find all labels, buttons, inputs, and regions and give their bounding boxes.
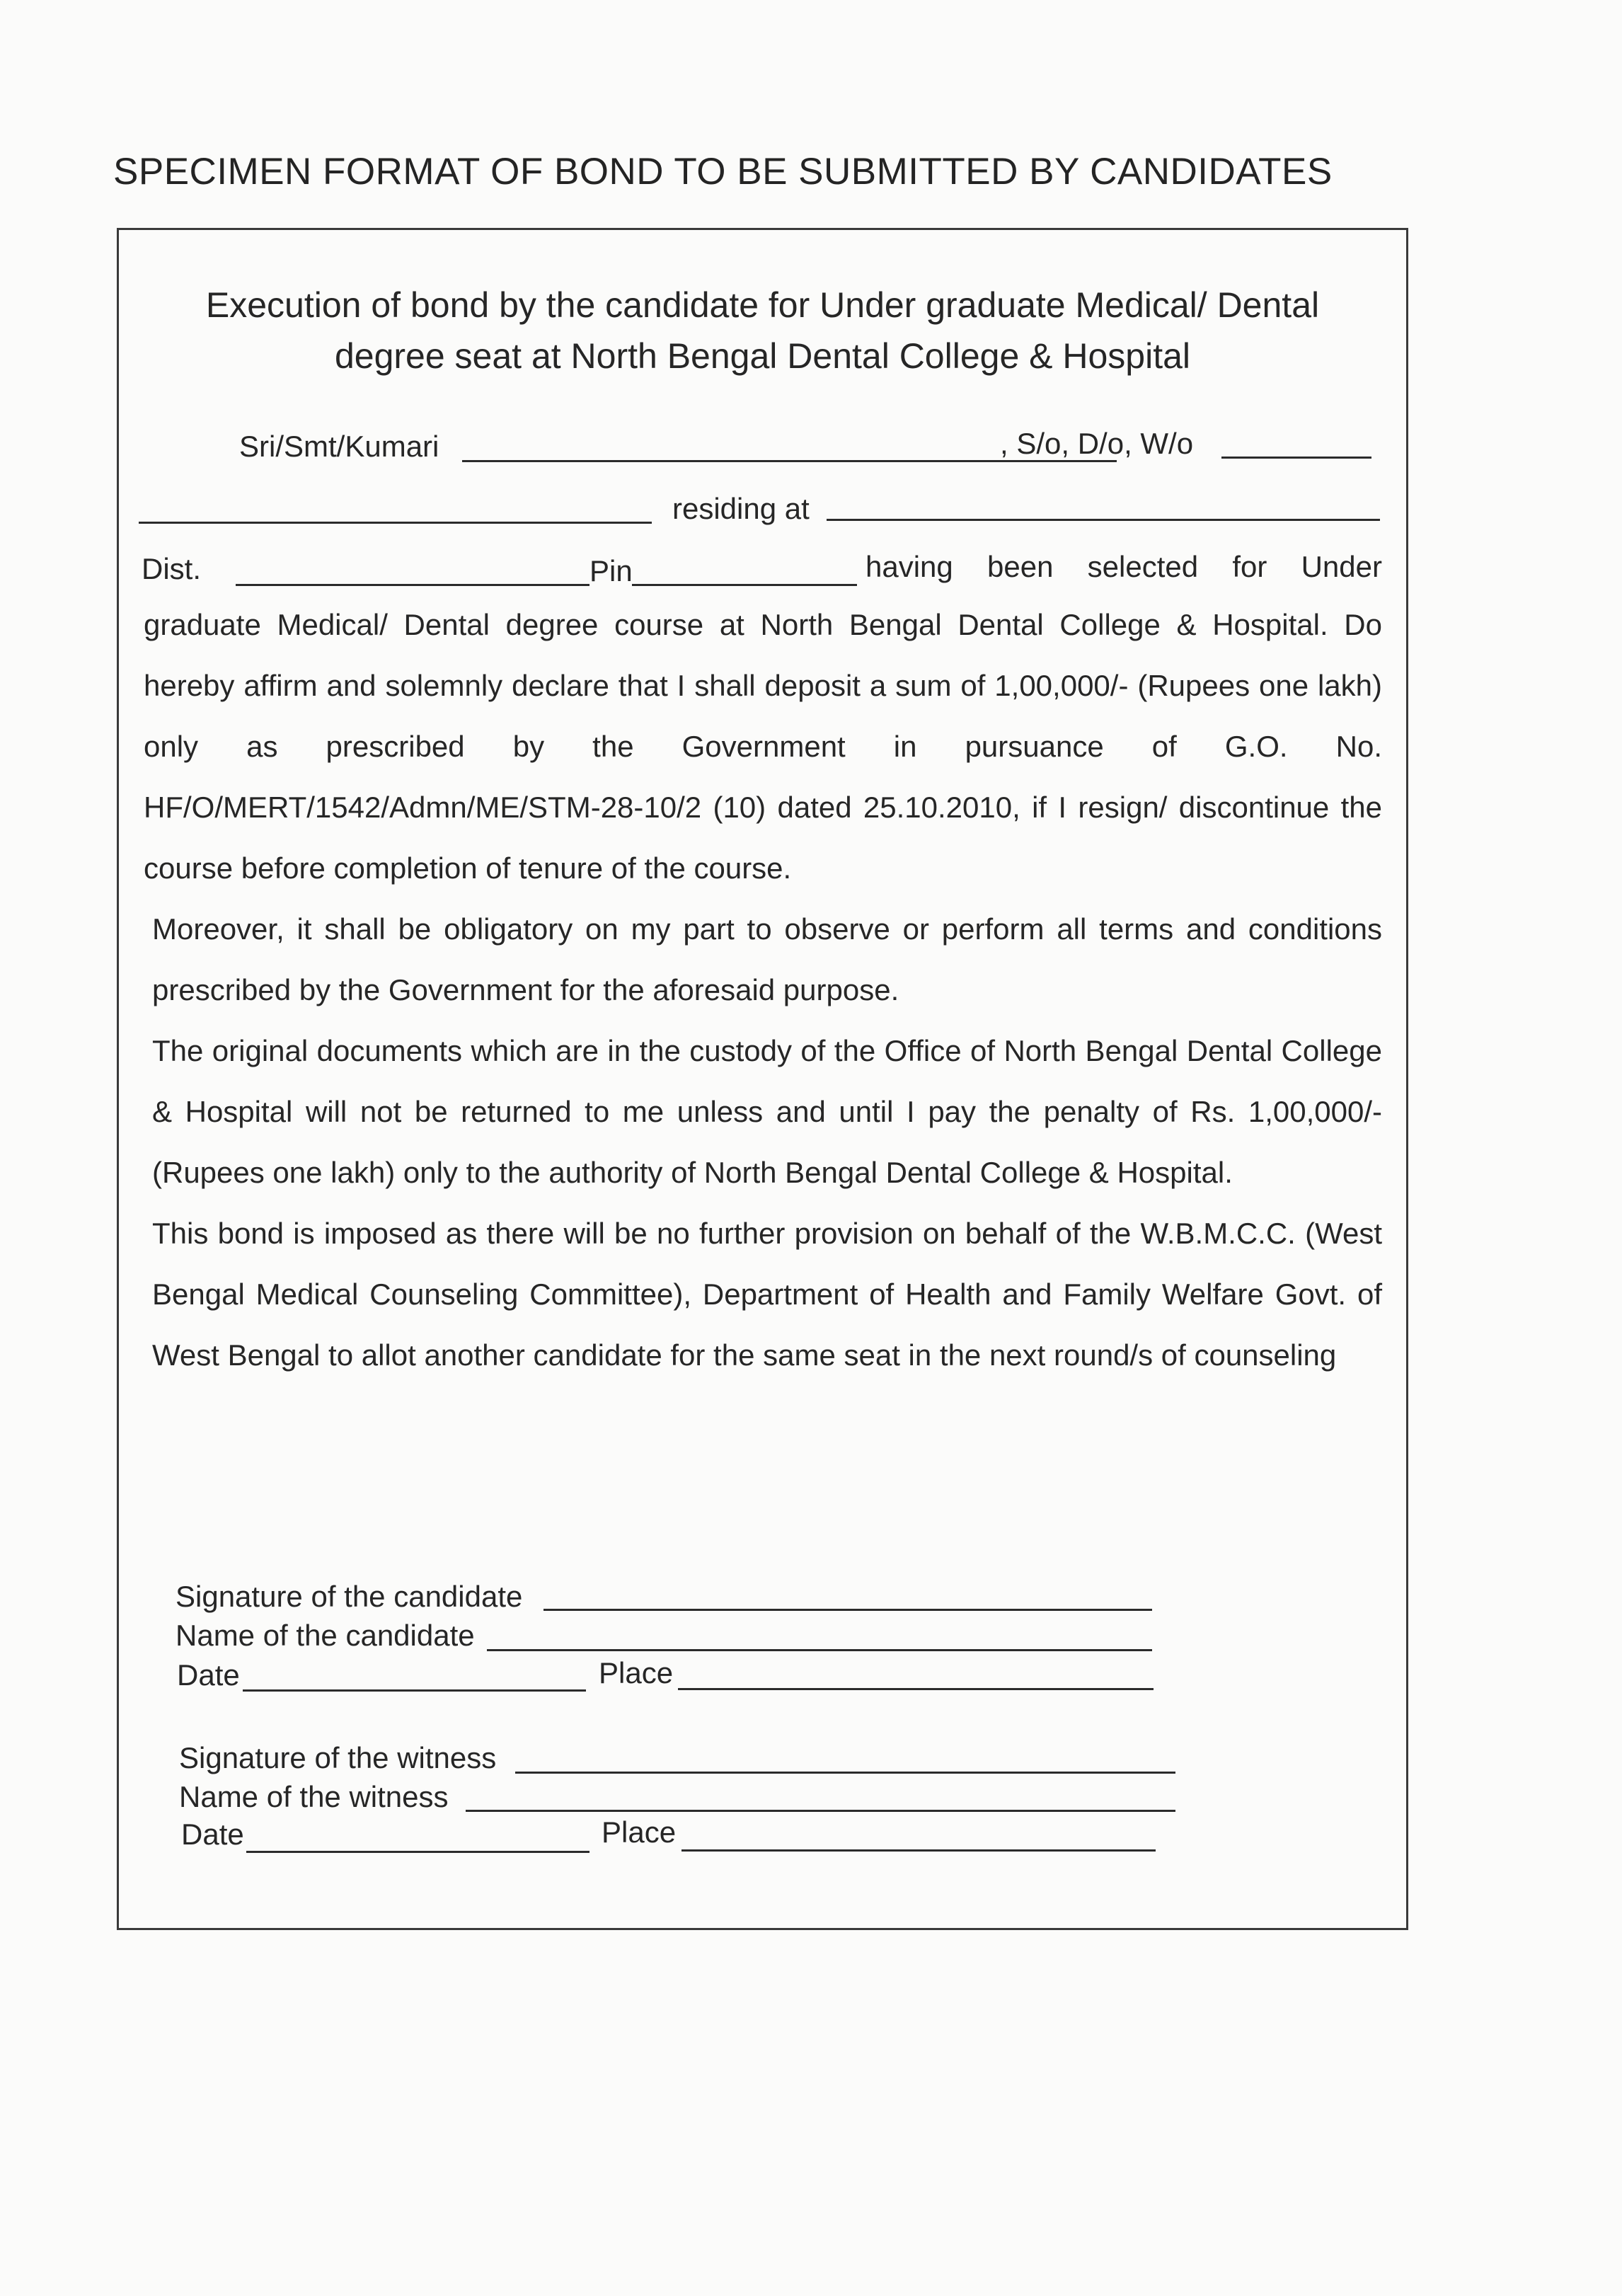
paragraph-deposit: graduate Medical/ Dental degree course at North Bengal Dental College & Hospital. Do hereby affirm and solemnly declare that I shall deposit a sum of 1,00,000/- (Rupees one lakh) only as prescribed by the Government in pursuance of G.O. No. HF/O/MERT/1542/Admn/ME/STM-28-10/2 (10) dated 25.10.2010, if I resign/ discontinue the course before completion of tenure of the course. bbox=[144, 608, 1382, 885]
witness-date-blank[interactable] bbox=[246, 1851, 589, 1853]
witness-name-label: Name of the witness bbox=[179, 1780, 449, 1813]
district-blank[interactable] bbox=[236, 584, 589, 586]
witness-name-blank[interactable] bbox=[466, 1810, 1175, 1812]
candidate-signature-label: Signature of the candidate bbox=[176, 1580, 523, 1613]
relation-name-blank[interactable] bbox=[139, 522, 652, 524]
dist-label: Dist. bbox=[142, 552, 201, 585]
subtitle-line-1: Execution of bond by the candidate for Under graduate Medical/ Dental bbox=[205, 285, 1320, 325]
witness-signature-blank[interactable] bbox=[515, 1772, 1175, 1774]
witness-place-label: Place bbox=[602, 1815, 677, 1849]
witness-signature-label: Signature of the witness bbox=[179, 1741, 497, 1774]
relation-blank[interactable] bbox=[1221, 457, 1371, 459]
pin-blank[interactable] bbox=[632, 584, 857, 586]
body-paragraphs bbox=[144, 595, 1382, 1386]
selected-text: having been selected for Under bbox=[865, 550, 1382, 583]
witness-date-label: Date bbox=[181, 1818, 244, 1851]
candidate-name-label: Name of the candidate bbox=[176, 1619, 475, 1652]
paragraph-obligation: Moreover, it shall be obligatory on my part to observe or perform all terms and conditions prescribed by the Government for the aforesaid purpose. bbox=[152, 912, 1382, 1006]
relation-label: , S/o, D/o, W/o bbox=[1000, 427, 1194, 460]
paragraph-documents: The original documents which are in the custody of the Office of North Bengal Dental College & Hospital will not be returned to me unless and until I pay the penalty of Rs. 1,00,000/- (Rupees one lakh) only to the authority of North Bengal Dental College & Hospital. bbox=[152, 1034, 1382, 1189]
candidate-date-blank[interactable] bbox=[243, 1689, 586, 1692]
address-blank[interactable] bbox=[827, 519, 1380, 521]
bond-subtitle bbox=[190, 280, 1335, 381]
candidate-place-label: Place bbox=[599, 1656, 674, 1689]
candidate-place-blank[interactable] bbox=[678, 1688, 1154, 1690]
candidate-name-blank[interactable] bbox=[487, 1649, 1152, 1651]
candidate-signature-blank[interactable] bbox=[543, 1609, 1152, 1611]
pin-label: Pin bbox=[589, 554, 633, 587]
witness-place-blank[interactable] bbox=[681, 1849, 1156, 1852]
bond-form-box bbox=[117, 228, 1408, 1930]
name-label: Sri/Smt/Kumari bbox=[239, 430, 439, 463]
paragraph-imposition: This bond is imposed as there will be no further provision on behalf of the W.B.M.C.C. (West Bengal Medical Counseling Committee), Department of Health and Family Welfare Govt. of West Bengal to allot another candidate for the same seat in the next round/s of counseling bbox=[152, 1217, 1382, 1372]
residing-label: residing at bbox=[672, 492, 810, 525]
subtitle-line-2: degree seat at North Bengal Dental College & Hospital bbox=[334, 336, 1191, 376]
document-heading: SPECIMEN FORMAT OF BOND TO BE SUBMITTED BY CANDIDATES bbox=[113, 151, 1333, 193]
candidate-date-label: Date bbox=[177, 1658, 240, 1692]
